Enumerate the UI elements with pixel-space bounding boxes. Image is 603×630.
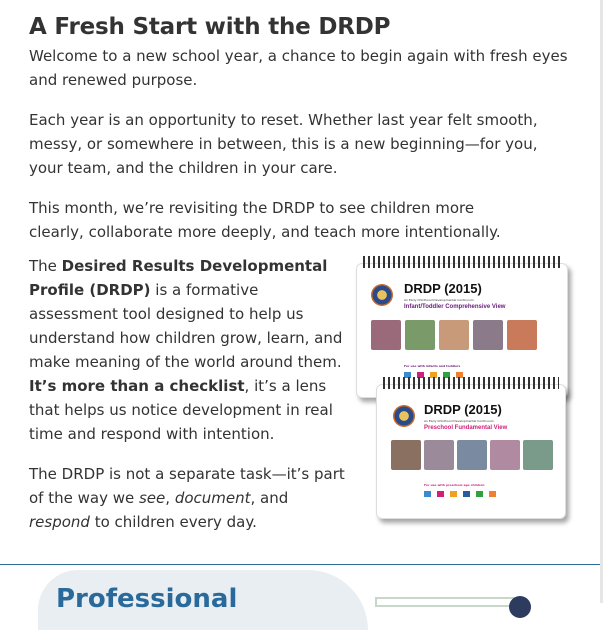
card-title: DRDP (2015) <box>404 281 482 296</box>
spiral-binding <box>363 256 561 268</box>
card-view: Infant/Toddler Comprehensive View <box>404 304 506 310</box>
section-divider <box>0 564 600 565</box>
spiral-binding <box>383 377 559 389</box>
emphasis-respond: respond <box>29 513 90 531</box>
card-title: DRDP (2015) <box>424 402 502 417</box>
drdp-preschool-card-image <box>376 384 566 519</box>
card-subtitle: An Early Childhood Developmental Continuum <box>424 419 494 423</box>
photo-strip <box>391 440 553 470</box>
reset-paragraph: Each year is an opportunity to reset. Whether last year felt smooth, messy, or somewhere in between, this is a new beginning—for you, your team, and the children in your care. <box>29 111 538 177</box>
closing-paragraph <box>29 462 347 534</box>
next-section-heading: Professional <box>56 584 238 614</box>
text: is a formative assessment tool designed to help us understand how children grow, learn, and make meaning of the world around them. <box>29 281 343 371</box>
text: The DRDP is not a separate task—it’s part of the way we <box>29 465 345 507</box>
text: , <box>165 489 175 507</box>
card-subtitle: An Early Childhood Developmental Continuum <box>404 298 474 302</box>
drdp-description-paragraph <box>29 254 347 446</box>
text: , and <box>250 489 289 507</box>
text: , it’s a lens that helps us notice development in real time and respond with intention. <box>29 377 333 443</box>
card-use: For use with preschool age children <box>424 483 485 487</box>
text: to children every day. <box>89 513 257 531</box>
next-section-image <box>375 597 515 607</box>
photo-strip <box>371 320 537 350</box>
revisit-paragraph: This month, we’re revisiting the DRDP to see children more clearly, collaborate more deeply, and teach more intentionally. <box>29 199 501 241</box>
emphasis-see: see <box>138 489 166 507</box>
decorative-circle <box>509 596 531 618</box>
state-seal-logo <box>371 284 393 306</box>
card-view: Preschool Fundamental View <box>424 425 508 431</box>
drdp-name: Desired Results Developmental Profile (DRDP) <box>29 257 328 299</box>
article-title: A Fresh Start with the DRDP <box>29 14 391 40</box>
card-use: For use with infants and toddlers <box>404 364 461 368</box>
domain-icons <box>424 491 496 497</box>
emphasis-document: document <box>174 489 251 507</box>
emphasis: It’s more than a checklist <box>29 377 245 395</box>
state-seal-logo <box>393 405 415 427</box>
intro-paragraph: Welcome to a new school year, a chance to begin again with fresh eyes and renewed purpose. <box>29 47 568 89</box>
text: The <box>29 257 62 275</box>
